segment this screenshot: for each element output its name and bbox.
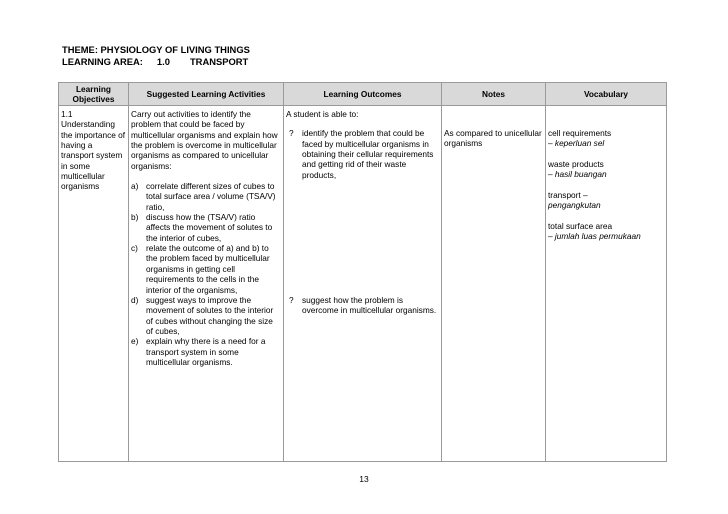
- item-text: correlate different sizes of cubes to total surface area / volume (TSA/V) ratio,: [146, 181, 276, 212]
- objective-text: Understanding the importance of having a transport system in some multicellular organisms: [61, 119, 126, 192]
- list-item: [286, 295, 439, 316]
- list-item: [131, 212, 281, 243]
- vocab-malay: [548, 169, 664, 179]
- vocab-english: cell requirements: [548, 128, 612, 138]
- learning-area-label: LEARNING AREA:: [62, 56, 143, 67]
- list-item: [286, 128, 439, 180]
- vocab-malay: [548, 200, 664, 210]
- list-item: [131, 336, 281, 367]
- activities-intro: Carry out activities to identify the problem that could be faced by multicellular organisms and explain how the problem is overcome in multicellular organisms as compared to unicellular organisms:: [131, 109, 278, 171]
- outcome-text: suggest how the problem is overcome in multicellular organisms.: [302, 295, 437, 316]
- vocab-malay-text: hasil buangan: [554, 169, 607, 180]
- item-marker: b): [131, 212, 139, 223]
- vocab-term: [548, 128, 664, 149]
- header-objectives-line2: Objectives: [72, 94, 115, 104]
- note-text: As compared to unicellular organisms: [444, 128, 542, 149]
- header-outcomes: Learning Outcomes: [284, 83, 442, 106]
- table-row: [59, 106, 667, 462]
- header-activities: Suggested Learning Activities: [129, 83, 284, 106]
- list-item: [131, 243, 281, 295]
- page-header: [62, 44, 250, 68]
- vocabulary-cell: [546, 106, 667, 462]
- vocab-dash: –: [548, 138, 555, 149]
- item-text: explain why there is a need for a transport system in some multicellular organisms.: [146, 336, 266, 367]
- vocab-dash: –: [548, 169, 555, 180]
- vocab-malay-text: pengangkutan: [548, 200, 601, 211]
- table-header-row: [59, 83, 667, 106]
- syllabus-table: [58, 82, 667, 462]
- item-text: suggest ways to improve the movement of solutes to the interior of cubes without changing the size of cubes,: [146, 294, 274, 336]
- list-item: [131, 181, 281, 212]
- bullet-icon: ?: [289, 295, 294, 306]
- bullet-icon: ?: [289, 128, 294, 139]
- vocab-malay-text: keperluan sel: [554, 138, 605, 149]
- vocab-malay: [548, 138, 664, 148]
- learning-area-line: [62, 56, 250, 68]
- page-number: 13: [359, 474, 369, 484]
- item-text: discuss how the (TSA/V) ratio affects the movement of solutes to the interior of cubes,: [146, 212, 273, 243]
- item-text: relate the outcome of a) and b) to the problem faced by multicellular organisms in getting cell requirements to the cells in the interior of the organisms,: [146, 243, 270, 295]
- learning-area-name: TRANSPORT: [189, 56, 249, 67]
- item-marker: c): [131, 243, 138, 254]
- outcomes-cell: [284, 106, 442, 462]
- theme-line: [62, 44, 250, 56]
- activities-list: [131, 181, 281, 367]
- vocab-english: total surface area: [548, 221, 613, 232]
- outcome-text: identify the problem that could be faced by multicellular organisms in obtaining their cellular requirements and getting rid of their waste products,: [302, 128, 434, 180]
- vocab-term: [548, 190, 664, 211]
- vocab-term: [548, 221, 664, 242]
- activities-cell: [129, 106, 284, 462]
- list-item: [131, 295, 281, 336]
- theme-title: THEME: PHYSIOLOGY OF LIVING THINGS: [62, 44, 250, 55]
- vocab-malay: [548, 231, 664, 241]
- objective-number: 1.1: [61, 109, 73, 119]
- vocab-dash: –: [548, 231, 555, 242]
- vocab-malay-text: jumlah luas permukaan: [554, 231, 641, 242]
- item-marker: d): [131, 294, 139, 305]
- header-vocabulary: Vocabulary: [546, 83, 667, 106]
- item-marker: a): [131, 181, 139, 192]
- header-notes: Notes: [442, 83, 546, 106]
- vocab-term: [548, 159, 664, 180]
- learning-area-number: 1.0: [156, 56, 170, 67]
- item-marker: e): [131, 336, 139, 347]
- vocab-english: waste products: [548, 159, 604, 170]
- vocab-english: transport –: [548, 190, 588, 201]
- notes-cell: [442, 106, 546, 462]
- outcomes-intro: A student is able to:: [286, 109, 359, 119]
- objective-cell: [59, 106, 129, 462]
- header-objectives-line1: Learning: [75, 84, 112, 94]
- header-learning-objectives: [59, 83, 129, 106]
